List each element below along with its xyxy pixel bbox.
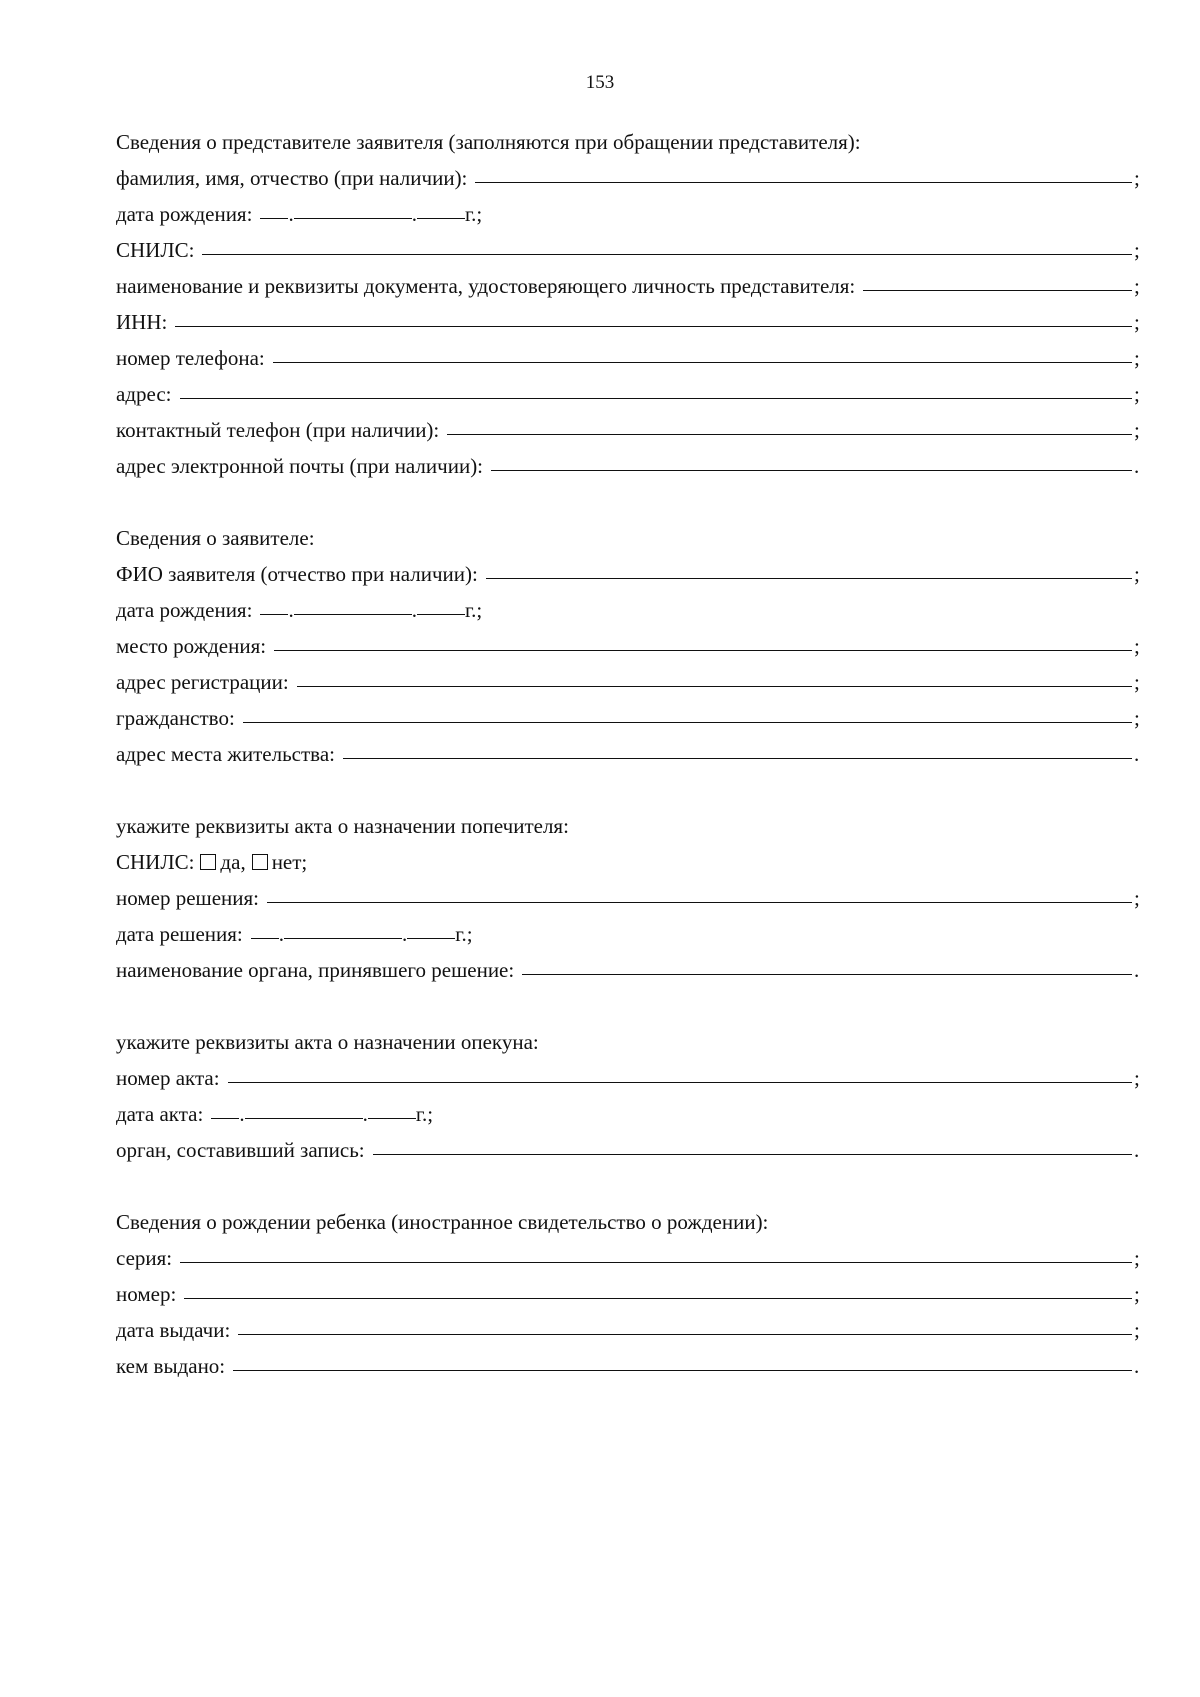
snils-yes-checkbox[interactable] [200,854,216,870]
rep-birth-date-label: дата рождения: [116,202,253,226]
decision-date-row [116,916,1142,952]
birth-number-field[interactable] [184,1276,1132,1299]
decision-date-label: дата решения: [116,922,243,946]
act-number-row [116,1060,1142,1096]
rep-contact-phone-row [116,412,1142,448]
decision-authority-row [116,952,1142,988]
year-suffix: г.; [455,922,473,946]
app-birth-place-field[interactable] [274,628,1132,651]
app-citizenship-label: гражданство: [116,706,235,730]
app-residence-field[interactable] [343,736,1132,759]
rep-snils-label: СНИЛС: [116,238,195,262]
app-birth-year-field[interactable] [417,592,465,615]
app-birth-place-row [116,628,1142,664]
dot: . [411,202,417,226]
section-gap [116,988,1142,1024]
act-date-label: дата акта: [116,1102,204,1126]
app-full-name-row [116,556,1142,592]
app-birth-day-field[interactable] [260,592,288,615]
rep-email-field[interactable] [491,448,1132,471]
semicolon: ; [1134,346,1140,370]
birth-series-label: серия: [116,1246,173,1270]
semicolon: ; [1134,382,1140,406]
rep-full-name-label: фамилия, имя, отчество (при наличии): [116,166,468,190]
rep-address-label: адрес: [116,382,172,406]
applicant-heading: Сведения о заявителе: [116,526,315,550]
section-gap [116,484,1142,520]
birth-issue-date-row [116,1312,1142,1348]
app-residence-row [116,736,1142,772]
act-date-row [116,1096,1142,1132]
app-full-name-label: ФИО заявителя (отчество при наличии): [116,562,478,586]
birth-info-heading: Сведения о рождении ребенка (иностранное свидетельство о рождении): [116,1210,769,1234]
app-birth-date-row [116,592,1142,628]
rep-contact-phone-field[interactable] [447,412,1132,435]
rep-phone-label: номер телефона: [116,346,265,370]
rep-phone-row [116,340,1142,376]
semicolon: ; [1134,166,1140,190]
birth-issued-by-row [116,1348,1142,1384]
semicolon: ; [1134,886,1140,910]
representative-heading: Сведения о представителе заявителя (заполняются при обращении представителя): [116,130,861,154]
snils-yes-label: да [220,850,241,874]
rep-email-row [116,448,1142,484]
app-registration-field[interactable] [297,664,1132,687]
dot: . [239,1102,245,1126]
act-month-field[interactable] [245,1096,363,1119]
act-authority-label: орган, составивший запись: [116,1138,365,1162]
rep-birth-month-field[interactable] [294,196,412,219]
rep-full-name-field[interactable] [475,160,1132,183]
rep-full-name-row [116,160,1142,196]
snils-no-checkbox[interactable] [252,854,268,870]
semicolon: ; [1134,1282,1140,1306]
birth-number-row [116,1276,1142,1312]
dot: . [411,598,417,622]
rep-snils-field[interactable] [202,232,1132,255]
period: . [1134,454,1140,478]
period: . [1134,958,1140,982]
app-birth-month-field[interactable] [294,592,412,615]
semicolon: ; [1134,274,1140,298]
semicolon: ; [1134,418,1140,442]
dot: . [278,922,284,946]
decision-year-field[interactable] [407,916,455,939]
period: . [1134,1138,1140,1162]
app-citizenship-row [116,700,1142,736]
rep-identity-doc-label: наименование и реквизиты документа, удостоверяющего личность представителя: [116,274,856,298]
rep-address-row [116,376,1142,412]
year-suffix: г.; [415,1102,434,1126]
birth-issue-date-field[interactable] [238,1312,1132,1335]
app-registration-row [116,664,1142,700]
rep-inn-field[interactable] [175,304,1132,327]
section-gap [116,772,1142,808]
app-birth-place-label: место рождения: [116,634,267,658]
rep-phone-field[interactable] [273,340,1132,363]
form-content [116,124,1142,1384]
semicolon: ; [1134,310,1140,334]
app-residence-label: адрес места жительства: [116,742,335,766]
act-authority-row [116,1132,1142,1168]
act-number-field[interactable] [228,1060,1132,1083]
dot: . [362,1102,368,1126]
page-number: 153 [585,72,615,93]
custodian-act-heading: укажите реквизиты акта о назначении опекуна: [116,1030,539,1054]
comma: , [240,850,246,874]
app-full-name-field[interactable] [486,556,1132,579]
dot: . [288,598,294,622]
guardian-snils-label: СНИЛС: [116,850,195,874]
rep-identity-doc-row [116,268,1142,304]
decision-month-field[interactable] [284,916,402,939]
act-day-field[interactable] [211,1096,239,1119]
rep-inn-label: ИНН: [116,310,168,334]
rep-birth-year-field[interactable] [417,196,465,219]
decision-authority-field[interactable] [522,952,1132,975]
decision-number-field[interactable] [267,880,1132,903]
act-year-field[interactable] [368,1096,416,1119]
decision-number-row [116,880,1142,916]
semicolon: ; [1134,562,1140,586]
decision-day-field[interactable] [251,916,279,939]
birth-series-row [116,1240,1142,1276]
guardian-act-heading: укажите реквизиты акта о назначении попечителя: [116,814,569,838]
guardian-snils-row [116,844,1142,880]
birth-issue-date-label: дата выдачи: [116,1318,231,1342]
birth-series-field[interactable] [180,1240,1132,1263]
rep-address-field[interactable] [180,376,1132,399]
rep-inn-row [116,304,1142,340]
app-birth-date-label: дата рождения: [116,598,253,622]
year-suffix: г.; [464,598,483,622]
semicolon: ; [1134,706,1140,730]
semicolon: ; [1134,238,1140,262]
birth-number-label: номер: [116,1282,177,1306]
act-authority-field[interactable] [373,1132,1132,1155]
birth-issued-by-field[interactable] [233,1348,1132,1371]
period: . [1134,1354,1140,1378]
year-suffix: г.; [464,202,483,226]
semicolon: ; [1134,670,1140,694]
rep-contact-phone-label: контактный телефон (при наличии): [116,418,440,442]
period: . [1134,742,1140,766]
semicolon: ; [1134,1066,1140,1090]
rep-identity-doc-field[interactable] [863,268,1132,291]
dot: . [402,922,408,946]
act-number-label: номер акта: [116,1066,220,1090]
rep-snils-row [116,232,1142,268]
rep-email-label: адрес электронной почты (при наличии): [116,454,484,478]
decision-number-label: номер решения: [116,886,259,910]
rep-birth-day-field[interactable] [260,196,288,219]
semicolon: ; [1134,634,1140,658]
birth-issued-by-label: кем выдано: [116,1354,226,1378]
section-gap [116,1168,1142,1204]
dot: . [288,202,294,226]
decision-authority-label: наименование органа, принявшего решение: [116,958,515,982]
semicolon: ; [1134,1246,1140,1270]
snils-no-label: нет; [271,850,308,874]
app-registration-label: адрес регистрации: [116,670,289,694]
app-citizenship-field[interactable] [243,700,1132,723]
rep-birth-date-row [116,196,1142,232]
semicolon: ; [1134,1318,1140,1342]
